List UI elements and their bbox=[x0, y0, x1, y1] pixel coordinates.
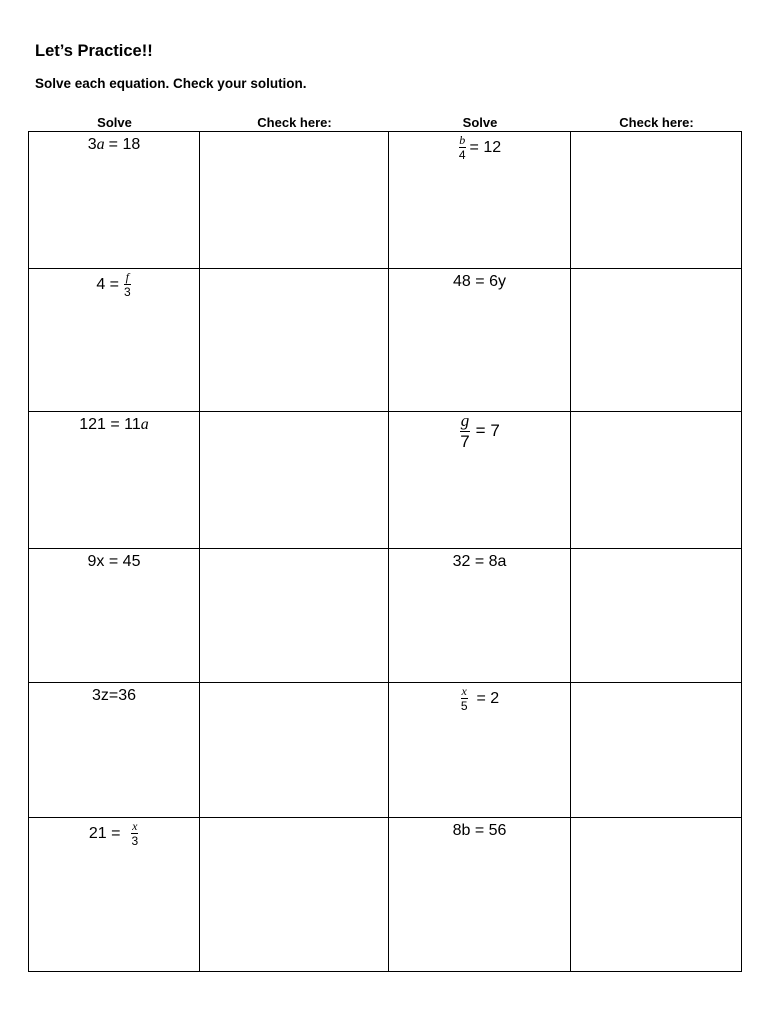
equation-text: 48 = 6y bbox=[453, 273, 506, 290]
equation-text: 4 = bbox=[96, 275, 119, 293]
solve-cell bbox=[29, 549, 200, 683]
header-check-here: Check here: bbox=[619, 115, 694, 130]
equation-text: 3z=36 bbox=[91, 687, 137, 704]
fraction-denominator: 3 bbox=[131, 834, 139, 848]
check-cell bbox=[200, 132, 389, 269]
equation bbox=[29, 416, 199, 434]
page-title: Let’s Practice!! bbox=[35, 42, 153, 60]
fraction bbox=[130, 820, 139, 847]
fraction bbox=[460, 685, 469, 712]
fraction bbox=[458, 134, 467, 161]
check-cell bbox=[200, 412, 389, 549]
check-cell bbox=[571, 412, 742, 549]
solve-cell bbox=[29, 683, 200, 818]
check-cell bbox=[571, 818, 742, 972]
table-row bbox=[29, 818, 742, 972]
solve-cell bbox=[389, 818, 571, 972]
practice-table bbox=[28, 131, 742, 972]
check-cell bbox=[200, 549, 389, 683]
equation-text: = 2 bbox=[476, 689, 500, 707]
fraction-numerator: b bbox=[459, 133, 466, 147]
fraction-denominator: 4 bbox=[458, 148, 466, 162]
equation-text: = 12 bbox=[469, 138, 502, 156]
solve-cell bbox=[29, 132, 200, 269]
equation-text: = 7 bbox=[475, 421, 500, 440]
table-row bbox=[29, 549, 742, 683]
check-cell bbox=[571, 683, 742, 818]
solve-cell bbox=[29, 269, 200, 412]
equation-variable: a bbox=[140, 416, 149, 433]
equation bbox=[389, 553, 570, 571]
fraction-numerator: x bbox=[461, 684, 467, 698]
equation bbox=[29, 136, 199, 154]
solve-cell bbox=[389, 412, 571, 549]
equation-text: 3 bbox=[87, 136, 97, 153]
equation-text: = 18 bbox=[108, 136, 141, 153]
table-row bbox=[29, 269, 742, 412]
equation-text: 8b = 56 bbox=[452, 822, 507, 839]
check-cell bbox=[200, 269, 389, 412]
equation bbox=[389, 134, 570, 161]
check-cell bbox=[200, 683, 389, 818]
solve-cell bbox=[389, 132, 571, 269]
check-cell bbox=[571, 269, 742, 412]
solve-cell bbox=[29, 818, 200, 972]
fraction-numerator: f bbox=[125, 270, 130, 284]
equation bbox=[29, 553, 199, 571]
fraction bbox=[459, 412, 470, 450]
fraction bbox=[123, 271, 132, 298]
fraction-numerator: x bbox=[132, 819, 138, 833]
check-cell bbox=[571, 132, 742, 269]
column-headers bbox=[29, 115, 742, 131]
table-row bbox=[29, 412, 742, 549]
header-solve: Solve bbox=[97, 115, 132, 130]
equation bbox=[29, 271, 199, 298]
equation-text: 21 = bbox=[88, 824, 121, 842]
solve-cell bbox=[389, 269, 571, 412]
equation-text: 32 = 8a bbox=[452, 553, 507, 570]
fraction-denominator: 3 bbox=[124, 285, 131, 299]
equation-variable: a bbox=[96, 136, 105, 153]
check-cell bbox=[200, 818, 389, 972]
equation bbox=[29, 820, 199, 847]
equation-text: 121 = 11 bbox=[79, 416, 141, 433]
equation bbox=[389, 412, 570, 450]
solve-cell bbox=[389, 549, 571, 683]
solve-cell bbox=[29, 412, 200, 549]
equation bbox=[389, 273, 570, 291]
fraction-denominator: 5 bbox=[460, 699, 468, 713]
equation bbox=[389, 822, 570, 840]
equation-text: 9x = 45 bbox=[87, 553, 141, 570]
solve-cell bbox=[389, 683, 571, 818]
fraction-denominator: 7 bbox=[460, 432, 470, 451]
equation bbox=[389, 685, 570, 712]
equation bbox=[29, 687, 199, 705]
table-row bbox=[29, 132, 742, 269]
instructions-text: Solve each equation. Check your solution. bbox=[35, 76, 307, 91]
fraction-numerator: g bbox=[460, 411, 470, 430]
table-row bbox=[29, 683, 742, 818]
header-check-here: Check here: bbox=[257, 115, 332, 130]
check-cell bbox=[571, 549, 742, 683]
header-solve: Solve bbox=[462, 115, 498, 130]
